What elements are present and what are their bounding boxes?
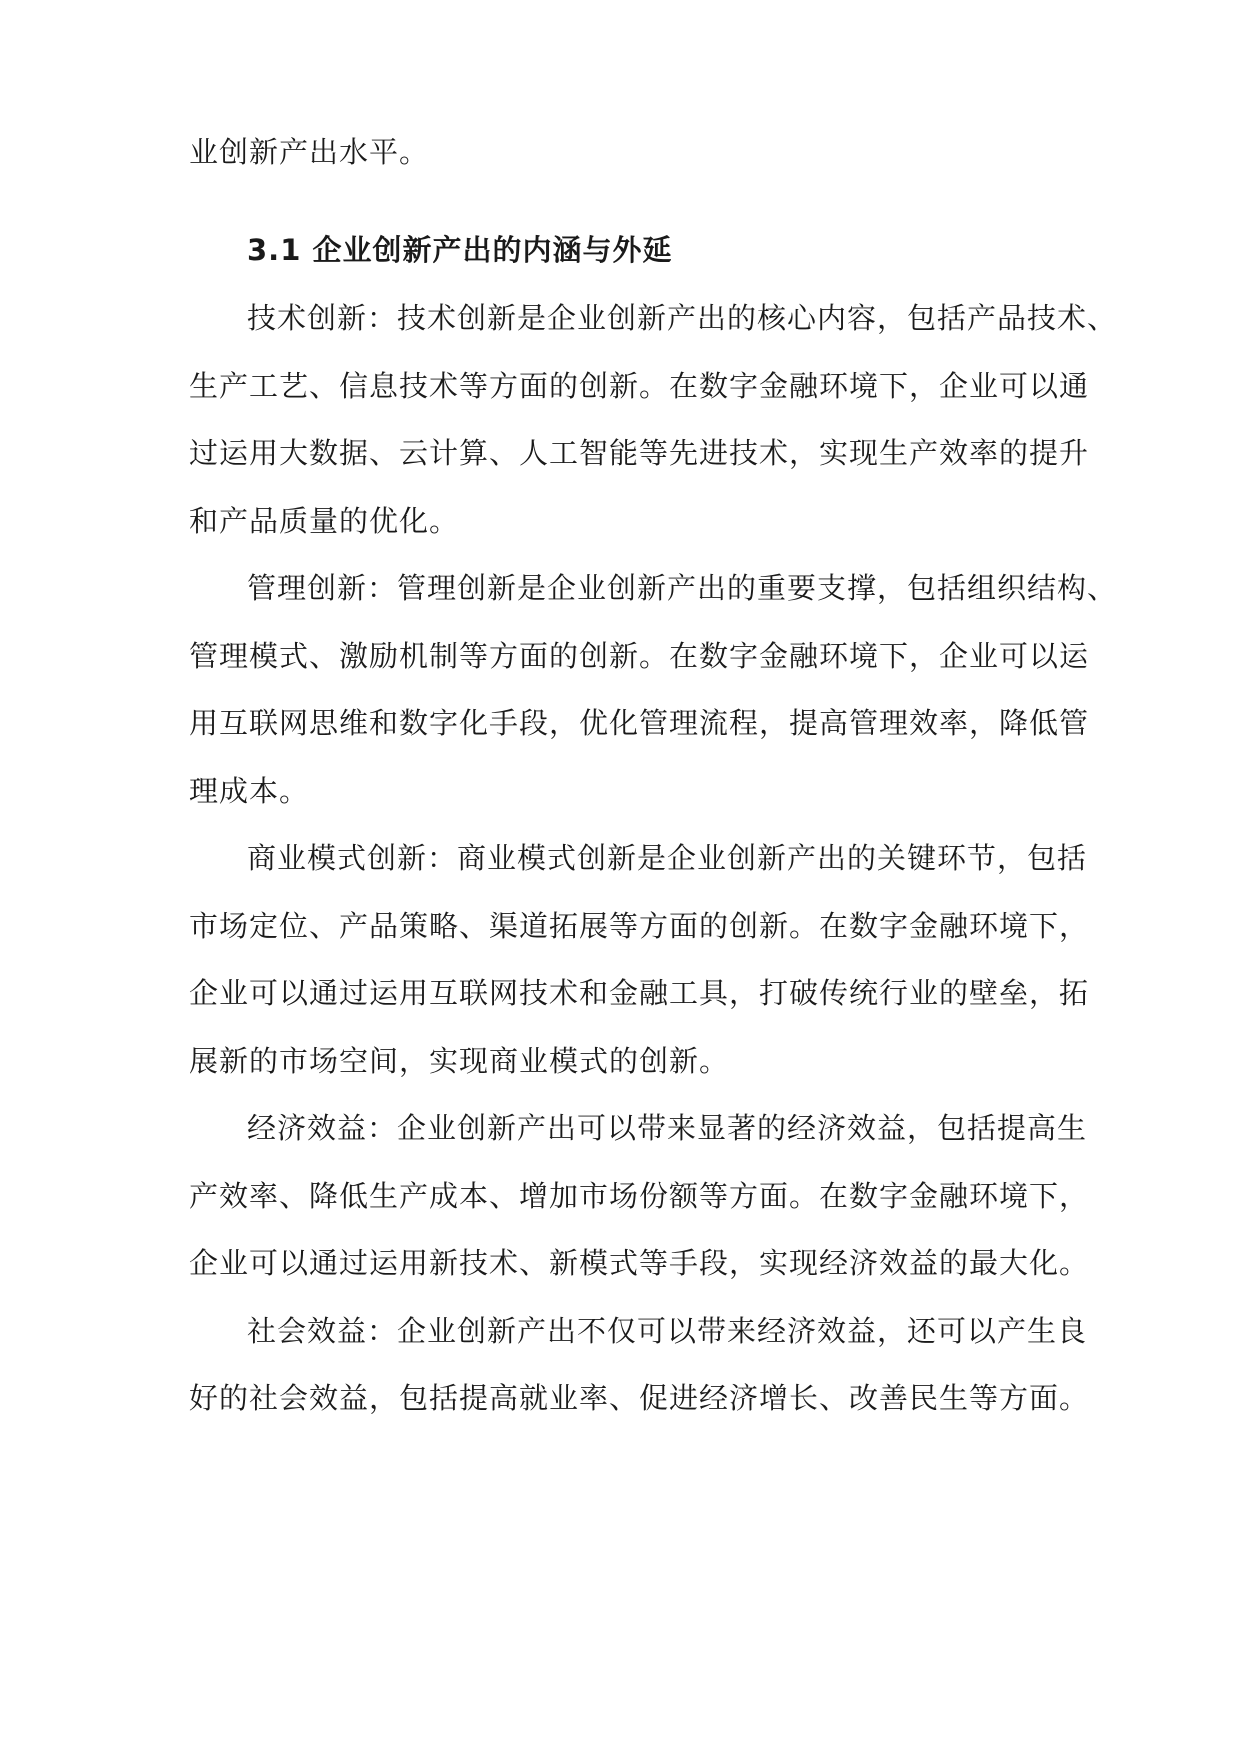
paragraph-line: 产效率、降低生产成本、增加市场份额等方面。在数字金融环境下， <box>189 1179 1090 1213</box>
continuation-line: 业创新产出水平。 <box>189 135 430 169</box>
paragraph-line: 和产品质量的优化。 <box>189 504 460 538</box>
paragraph-line: 企业可以通过运用新技术、新模式等手段，实现经济效益的最大化。 <box>189 1246 1090 1280</box>
paragraph-line: 理成本。 <box>189 774 310 808</box>
paragraph-line: 好的社会效益，包括提高就业率、促进经济增长、改善民生等方面。 <box>189 1381 1090 1415</box>
paragraph-line: 用互联网思维和数字化手段，优化管理流程，提高管理效率，降低管 <box>189 706 1090 740</box>
paragraph-line: 管理模式、激励机制等方面的创新。在数字金融环境下，企业可以运 <box>189 639 1090 673</box>
paragraph-line: 过运用大数据、云计算、人工智能等先进技术，实现生产效率的提升 <box>189 436 1090 470</box>
section-heading: 3.1 企业创新产出的内涵与外延 <box>247 233 673 267</box>
paragraph-line: 企业可以通过运用互联网技术和金融工具，打破传统行业的壁垒，拓 <box>189 976 1090 1010</box>
paragraph-line: 经济效益：企业创新产出可以带来显著的经济效益，包括提高生 <box>247 1111 1088 1145</box>
paragraph-line: 技术创新：技术创新是企业创新产出的核心内容，包括产品技术、 <box>247 301 1118 335</box>
paragraph-line: 社会效益：企业创新产出不仅可以带来经济效益，还可以产生良 <box>247 1314 1088 1348</box>
paragraph-line: 生产工艺、信息技术等方面的创新。在数字金融环境下，企业可以通 <box>189 369 1090 403</box>
paragraph-line: 商业模式创新：商业模式创新是企业创新产出的关键环节，包括 <box>247 841 1088 875</box>
paragraph-line: 展新的市场空间，实现商业模式的创新。 <box>189 1044 730 1078</box>
paragraph-line: 市场定位、产品策略、渠道拓展等方面的创新。在数字金融环境下， <box>189 909 1090 943</box>
paragraph-line: 管理创新：管理创新是企业创新产出的重要支撑，包括组织结构、 <box>247 571 1118 605</box>
